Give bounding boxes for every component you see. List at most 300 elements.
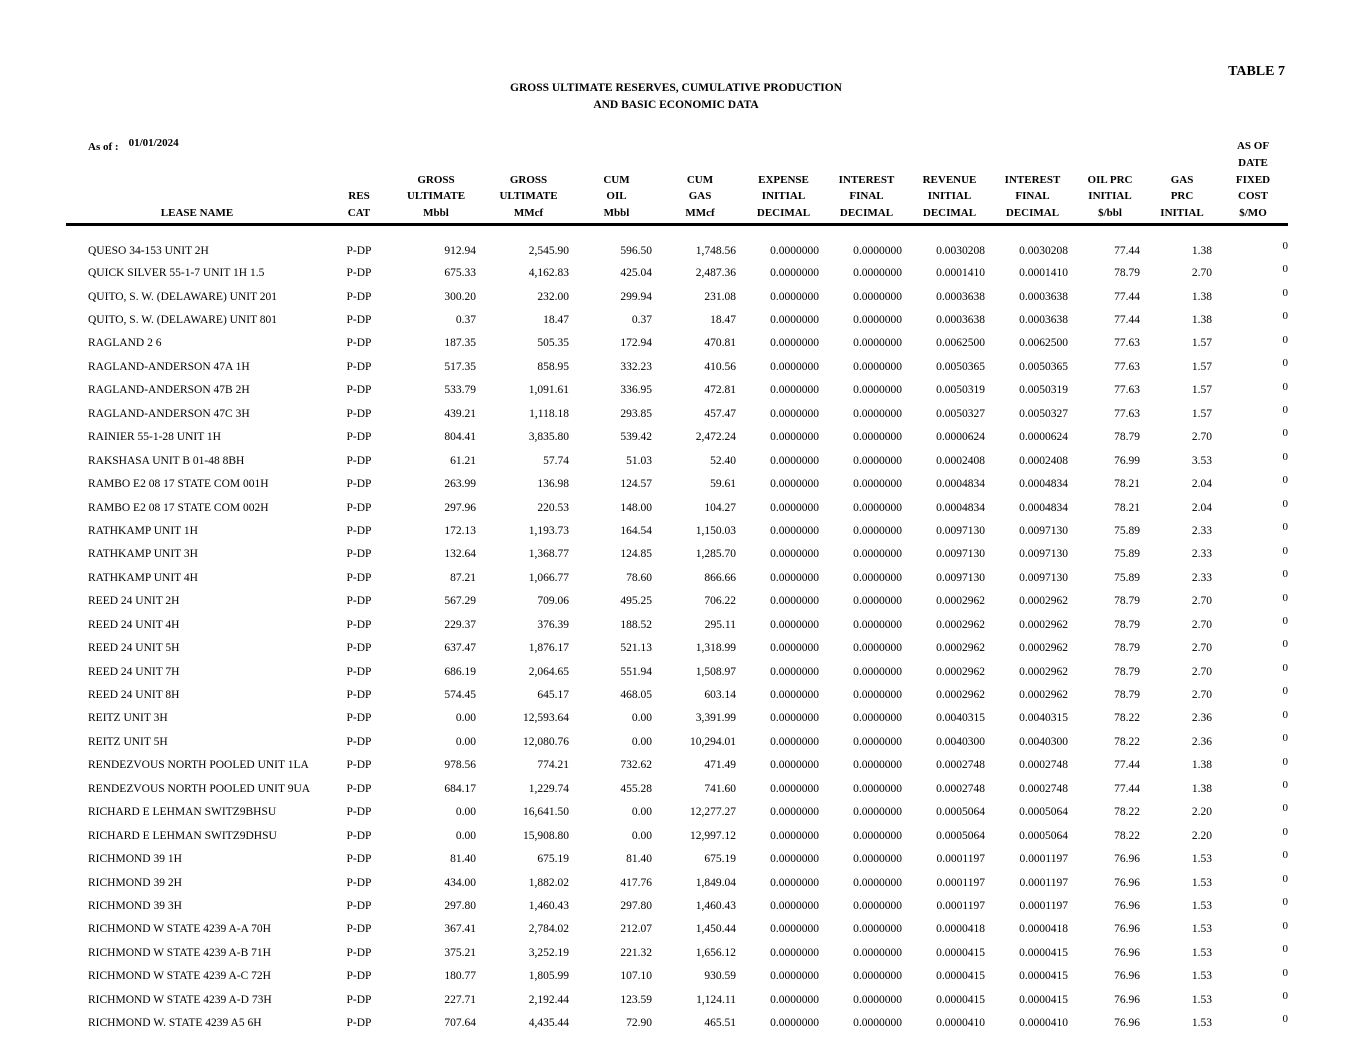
table-row <box>66 800 1288 823</box>
value-cell: 164.54 <box>620 524 652 537</box>
value-cell: 76.96 <box>1114 923 1140 936</box>
value-cell: 232.00 <box>537 290 569 303</box>
value-cell: 0.0004834 <box>1019 478 1068 491</box>
value-cell: 0 <box>1282 380 1288 393</box>
column-header-line: $/bbl <box>1098 207 1122 220</box>
value-cell: 78.79 <box>1114 431 1140 444</box>
value-cell: 0.0050319 <box>936 384 985 397</box>
value-cell: 76.96 <box>1114 1017 1140 1030</box>
value-cell: 1.53 <box>1191 946 1212 959</box>
value-cell: 1,150.03 <box>695 524 736 537</box>
value-cell: 1,193.73 <box>528 524 569 537</box>
value-cell: 0.0000000 <box>770 993 819 1006</box>
value-cell: 172.13 <box>444 524 476 537</box>
lease-name-cell: REED 24 UNIT 5H <box>88 642 180 655</box>
value-cell: 229.37 <box>444 618 476 631</box>
lease-name-cell: QUESO 34-153 UNIT 2H <box>88 244 209 257</box>
value-cell: 3.53 <box>1191 454 1212 467</box>
table-row <box>66 355 1288 378</box>
column-header <box>575 138 658 224</box>
value-cell: 0.0002748 <box>1019 759 1068 772</box>
value-cell: 123.59 <box>620 993 652 1006</box>
value-cell: 0.0000000 <box>770 548 819 561</box>
column-header-line: OIL PRC <box>1087 173 1133 186</box>
value-cell: 1,876.17 <box>528 642 569 655</box>
lease-name-cell: RICHMOND 39 1H <box>88 853 182 866</box>
column-header-line: FINAL <box>1015 190 1050 203</box>
value-cell: 425.04 <box>620 267 652 280</box>
column-header <box>658 138 742 224</box>
value-cell: 0 <box>1282 333 1288 346</box>
value-cell: 1,460.43 <box>528 899 569 912</box>
value-cell: 0.0000000 <box>770 571 819 584</box>
value-cell: 148.00 <box>620 501 652 514</box>
value-cell: 1,882.02 <box>528 876 569 889</box>
value-cell: 0.0000410 <box>936 1017 985 1030</box>
value-cell: 0.0000624 <box>936 431 985 444</box>
column-header-line: MMcf <box>513 207 544 220</box>
value-cell: 297.80 <box>620 899 652 912</box>
value-cell: 0 <box>1282 286 1288 299</box>
value-cell: 0.0002962 <box>936 642 985 655</box>
value-cell: 858.95 <box>537 360 569 373</box>
value-cell: 1.38 <box>1191 759 1212 772</box>
lease-name-cell: QUITO, S. W. (DELAWARE) UNIT 201 <box>88 290 278 303</box>
value-cell: 574.45 <box>444 689 476 702</box>
column-header <box>991 138 1074 224</box>
value-cell: 297.96 <box>444 501 476 514</box>
value-cell: 0 <box>1282 685 1288 698</box>
value-cell: 0 <box>1282 966 1288 979</box>
lease-name-cell: REED 24 UNIT 2H <box>88 595 180 608</box>
value-cell: 77.44 <box>1114 759 1140 772</box>
value-cell: 732.62 <box>620 759 652 772</box>
value-cell: 0.0000000 <box>770 782 819 795</box>
value-cell: 675.19 <box>537 853 569 866</box>
value-cell: 1,450.44 <box>695 923 736 936</box>
value-cell: 0.0000000 <box>853 970 902 983</box>
value-cell: 1.53 <box>1191 899 1212 912</box>
value-cell: 52.40 <box>710 454 736 467</box>
value-cell: 81.40 <box>450 853 476 866</box>
column-header-line: AS OF <box>1236 140 1270 152</box>
value-cell: 0.0000000 <box>770 524 819 537</box>
table-row <box>66 660 1288 683</box>
value-cell: 495.25 <box>620 595 652 608</box>
value-cell: 0.0003638 <box>1019 314 1068 327</box>
value-cell: 0.0000000 <box>853 454 902 467</box>
value-cell: 0.0000000 <box>853 642 902 655</box>
column-header-line: INITIAL <box>1088 190 1132 203</box>
report-title-line-2: AND BASIC ECONOMIC DATA <box>593 99 759 111</box>
lease-name-cell: RICHARD E LEHMAN SWITZ9BHSU <box>88 806 277 819</box>
value-cell: 978.56 <box>444 759 476 772</box>
value-cell: 263.99 <box>444 478 476 491</box>
value-cell: 2.33 <box>1191 524 1212 537</box>
value-cell: 0.0000000 <box>770 876 819 889</box>
value-cell: 136.98 <box>537 478 569 491</box>
value-cell: 77.63 <box>1114 384 1140 397</box>
table-row <box>66 543 1288 566</box>
value-cell: 0 <box>1282 943 1288 956</box>
value-cell: 0.0000000 <box>770 1017 819 1030</box>
value-cell: 472.81 <box>704 384 736 397</box>
value-cell: 0.0002962 <box>1019 618 1068 631</box>
table-row <box>66 449 1288 472</box>
value-cell: 0.0000000 <box>770 244 819 257</box>
value-cell: 0.0000000 <box>853 595 902 608</box>
value-cell: 76.96 <box>1114 853 1140 866</box>
value-cell: 675.19 <box>704 853 736 866</box>
value-cell: 0.0000000 <box>853 993 902 1006</box>
value-cell: 0.0000000 <box>770 946 819 959</box>
value-cell: 2,192.44 <box>528 993 569 1006</box>
table-row <box>66 224 1288 261</box>
lease-name-cell: RAINIER 55-1-28 UNIT 1H <box>88 431 221 444</box>
value-cell: 0.0000000 <box>770 853 819 866</box>
table-row <box>66 941 1288 964</box>
value-cell: 0.0000000 <box>770 642 819 655</box>
value-cell: 212.07 <box>620 923 652 936</box>
value-cell: 0.0040300 <box>936 735 985 748</box>
value-cell: 187.35 <box>444 337 476 350</box>
column-header-line: ULTIMATE <box>499 190 558 203</box>
value-cell: 1.53 <box>1191 876 1212 889</box>
column-header-line: OIL <box>606 190 627 203</box>
column-header-line: INITIAL <box>927 190 972 203</box>
value-cell: 78.79 <box>1114 689 1140 702</box>
value-cell: 0.0000000 <box>853 267 902 280</box>
value-cell: 76.96 <box>1114 946 1140 959</box>
value-cell: 0.0000000 <box>770 501 819 514</box>
value-cell: 0 <box>1282 825 1288 838</box>
column-header-line: COST <box>1238 190 1268 203</box>
res-cat-cell: P-DP <box>346 595 372 608</box>
column-header-line: MMcf <box>685 207 715 220</box>
value-cell: 0.0000415 <box>936 970 985 983</box>
table-row <box>66 285 1288 308</box>
value-cell: 172.94 <box>620 337 652 350</box>
value-cell: 0.0000000 <box>770 314 819 327</box>
lease-name-cell: RICHMOND 39 3H <box>88 899 182 912</box>
value-cell: 124.85 <box>620 548 652 561</box>
value-cell: 2,784.02 <box>528 923 569 936</box>
value-cell: 0 <box>1282 521 1288 534</box>
value-cell: 0.0000000 <box>770 267 819 280</box>
value-cell: 78.22 <box>1114 829 1140 842</box>
res-cat-cell: P-DP <box>346 478 372 491</box>
value-cell: 1.57 <box>1191 360 1212 373</box>
value-cell: 107.10 <box>620 970 652 983</box>
lease-name-cell: RENDEZVOUS NORTH POOLED UNIT 9UA <box>88 782 311 795</box>
value-cell: 1,460.43 <box>695 899 736 912</box>
value-cell: 0.0000000 <box>770 735 819 748</box>
value-cell: 0.0001410 <box>1019 267 1068 280</box>
res-cat-cell: P-DP <box>346 829 372 842</box>
value-cell: 0.0005064 <box>936 829 985 842</box>
value-cell: 2.33 <box>1191 548 1212 561</box>
value-cell: 0 <box>1282 263 1288 276</box>
res-cat-cell: P-DP <box>346 314 372 327</box>
column-header <box>908 138 991 224</box>
value-cell: 0.0002962 <box>936 618 985 631</box>
res-cat-cell: P-DP <box>346 876 372 889</box>
lease-name-cell: RAKSHASA UNIT B 01-48 8BH <box>88 454 245 467</box>
value-cell: 0.0000000 <box>853 876 902 889</box>
value-cell: 0.0000000 <box>853 735 902 748</box>
header-row <box>66 138 1288 224</box>
value-cell: 1.57 <box>1191 384 1212 397</box>
value-cell: 0 <box>1282 661 1288 674</box>
res-cat-cell: P-DP <box>346 571 372 584</box>
value-cell: 77.44 <box>1114 314 1140 327</box>
value-cell: 0.0000000 <box>770 454 819 467</box>
column-header-line: Mbbl <box>423 207 449 220</box>
value-cell: 0.0003638 <box>936 314 985 327</box>
column-header-line: CUM <box>603 173 630 186</box>
value-cell: 551.94 <box>620 665 652 678</box>
value-cell: 471.49 <box>704 759 736 772</box>
value-cell: 0.0000000 <box>770 899 819 912</box>
table-row <box>66 707 1288 730</box>
value-cell: 0 <box>1282 872 1288 885</box>
value-cell: 104.27 <box>704 501 736 514</box>
column-header <box>825 138 908 224</box>
table-row <box>66 496 1288 519</box>
value-cell: 465.51 <box>704 1017 736 1030</box>
res-cat-cell: P-DP <box>346 407 372 420</box>
column-header-line: INTEREST <box>838 173 895 186</box>
value-cell: 0.0040315 <box>1019 712 1068 725</box>
value-cell: 0.0000000 <box>853 290 902 303</box>
value-cell: 0.0001197 <box>936 876 985 889</box>
value-cell: 1,118.18 <box>529 407 569 420</box>
value-cell: 2.20 <box>1191 829 1212 842</box>
value-cell: 0.0000000 <box>770 478 819 491</box>
lease-name-cell: RICHARD E LEHMAN SWITZ9DHSU <box>88 829 277 842</box>
column-header-line: FIXED <box>1235 173 1271 186</box>
as-of-value: 01/01/2024 <box>128 137 179 149</box>
table-row <box>66 730 1288 753</box>
value-cell: 51.03 <box>626 454 652 467</box>
column-header-line: DECIMAL <box>756 207 811 220</box>
value-cell: 57.74 <box>543 454 569 467</box>
value-cell: 297.80 <box>444 899 476 912</box>
value-cell: 0.0005064 <box>1019 806 1068 819</box>
value-cell: 709.06 <box>537 595 569 608</box>
value-cell: 0.0000000 <box>770 337 819 350</box>
value-cell: 78.79 <box>1114 665 1140 678</box>
value-cell: 2.70 <box>1191 618 1212 631</box>
res-cat-cell: P-DP <box>346 1017 372 1030</box>
value-cell: 470.81 <box>704 337 736 350</box>
lease-name-cell: RAMBO E2 08 17 STATE COM 001H <box>88 478 269 491</box>
value-cell: 0.0097130 <box>936 524 985 537</box>
table-header <box>66 138 1288 224</box>
value-cell: 295.11 <box>704 618 736 631</box>
value-cell: 0.0000000 <box>770 618 819 631</box>
value-cell: 1.53 <box>1191 1017 1212 1030</box>
value-cell: 2.70 <box>1191 689 1212 702</box>
value-cell: 10,294.01 <box>690 735 736 748</box>
value-cell: 0.0000000 <box>770 290 819 303</box>
res-cat-cell: P-DP <box>346 454 372 467</box>
res-cat-cell: P-DP <box>346 501 372 514</box>
lease-name-cell: REED 24 UNIT 4H <box>88 618 180 631</box>
value-cell: 76.96 <box>1114 993 1140 1006</box>
column-header-line: DATE <box>1238 156 1268 169</box>
value-cell: 220.53 <box>537 501 569 514</box>
value-cell: 637.47 <box>444 642 476 655</box>
table-row <box>66 847 1288 870</box>
value-cell: 61.21 <box>450 454 476 467</box>
value-cell: 1.53 <box>1191 993 1212 1006</box>
value-cell: 0.00 <box>455 735 476 748</box>
value-cell: 1,849.04 <box>695 876 736 889</box>
value-cell: 0.0000000 <box>853 244 902 257</box>
value-cell: 1.53 <box>1191 923 1212 936</box>
value-cell: 0 <box>1282 450 1288 463</box>
column-header-line: DECIMAL <box>1005 207 1060 220</box>
column-header-line: LEASE NAME <box>160 207 234 220</box>
value-cell: 0.0000000 <box>853 829 902 842</box>
value-cell: 0 <box>1282 614 1288 627</box>
value-cell: 0 <box>1282 989 1288 1002</box>
value-cell: 76.99 <box>1114 454 1140 467</box>
column-header-line: ULTIMATE <box>406 190 466 203</box>
value-cell: 188.52 <box>620 618 652 631</box>
value-cell: 0.0030208 <box>1019 244 1068 257</box>
value-cell: 0.0000000 <box>853 571 902 584</box>
value-cell: 1.38 <box>1191 290 1212 303</box>
value-cell: 0 <box>1282 239 1288 252</box>
table-row <box>66 590 1288 613</box>
value-cell: 0 <box>1282 755 1288 768</box>
value-cell: 0.0002962 <box>936 595 985 608</box>
column-header-line: INITIAL <box>1160 207 1204 220</box>
value-cell: 0.0000415 <box>1019 946 1068 959</box>
value-cell: 2.04 <box>1191 501 1212 514</box>
table-row <box>66 566 1288 589</box>
value-cell: 0.0000000 <box>853 501 902 514</box>
value-cell: 59.61 <box>710 478 736 491</box>
value-cell: 0.0000000 <box>853 337 902 350</box>
value-cell: 0.0000000 <box>770 407 819 420</box>
column-header-line: RES <box>348 190 370 203</box>
res-cat-cell: P-DP <box>346 806 372 819</box>
value-cell: 2.70 <box>1191 642 1212 655</box>
column-header-line: GROSS <box>509 173 548 186</box>
value-cell: 675.33 <box>444 267 476 280</box>
value-cell: 0 <box>1282 919 1288 932</box>
value-cell: 78.79 <box>1114 267 1140 280</box>
value-cell: 1.57 <box>1191 337 1212 350</box>
value-cell: 0.0000000 <box>770 384 819 397</box>
res-cat-cell: P-DP <box>346 384 372 397</box>
res-cat-cell: P-DP <box>346 290 372 303</box>
value-cell: 76.96 <box>1114 899 1140 912</box>
value-cell: 376.39 <box>537 618 569 631</box>
value-cell: 0.0001197 <box>1019 876 1068 889</box>
value-cell: 455.28 <box>620 782 652 795</box>
value-cell: 0.0002962 <box>1019 665 1068 678</box>
value-cell: 567.29 <box>444 595 476 608</box>
value-cell: 0.0000000 <box>770 923 819 936</box>
value-cell: 0.0000418 <box>936 923 985 936</box>
lease-name-cell: RAGLAND-ANDERSON 47B 2H <box>88 384 250 397</box>
report-title <box>0 80 1352 114</box>
value-cell: 0.0000000 <box>853 548 902 561</box>
value-cell: 3,835.80 <box>528 431 569 444</box>
value-cell: 81.40 <box>626 853 652 866</box>
value-cell: 0.0000000 <box>853 923 902 936</box>
value-cell: 0.0000000 <box>853 712 902 725</box>
value-cell: 12,997.12 <box>690 829 736 842</box>
value-cell: 596.50 <box>620 244 652 257</box>
value-cell: 0.0097130 <box>1019 571 1068 584</box>
value-cell: 0.0000000 <box>853 524 902 537</box>
value-cell: 2.36 <box>1191 712 1212 725</box>
value-cell: 1,318.99 <box>695 642 736 655</box>
value-cell: 0.0000000 <box>853 665 902 678</box>
value-cell: 4,162.83 <box>528 267 569 280</box>
value-cell: 77.63 <box>1114 360 1140 373</box>
value-cell: 0.0000000 <box>770 665 819 678</box>
value-cell: 457.47 <box>704 407 736 420</box>
res-cat-cell: P-DP <box>346 970 372 983</box>
value-cell: 12,593.64 <box>523 712 569 725</box>
res-cat-cell: P-DP <box>346 735 372 748</box>
table-row <box>66 472 1288 495</box>
value-cell: 0 <box>1282 404 1288 417</box>
value-cell: 468.05 <box>620 689 652 702</box>
value-cell: 3,391.99 <box>695 712 736 725</box>
value-cell: 1,124.11 <box>696 993 736 1006</box>
value-cell: 0 <box>1282 802 1288 815</box>
value-cell: 0.0000000 <box>770 829 819 842</box>
lease-name-cell: RICHMOND W STATE 4239 A-B 71H <box>88 946 271 959</box>
reserves-table <box>66 138 1288 1035</box>
value-cell: 299.94 <box>620 290 652 303</box>
value-cell: 0.00 <box>455 829 476 842</box>
value-cell: 0.0000000 <box>853 384 902 397</box>
column-header-line: GAS <box>688 190 712 203</box>
value-cell: 0.00 <box>631 829 652 842</box>
value-cell: 332.23 <box>620 360 652 373</box>
value-cell: 180.77 <box>444 970 476 983</box>
value-cell: 1,285.70 <box>695 548 736 561</box>
value-cell: 684.17 <box>444 782 476 795</box>
table-number: TABLE 7 <box>1228 64 1285 79</box>
value-cell: 18.47 <box>710 314 736 327</box>
value-cell: 0 <box>1282 310 1288 323</box>
value-cell: 76.96 <box>1114 876 1140 889</box>
value-cell: 0.0002962 <box>1019 595 1068 608</box>
res-cat-cell: P-DP <box>346 923 372 936</box>
value-cell: 0.0097130 <box>936 571 985 584</box>
value-cell: 12,277.27 <box>690 806 736 819</box>
value-cell: 2.33 <box>1191 571 1212 584</box>
value-cell: 2.70 <box>1191 267 1212 280</box>
value-cell: 517.35 <box>444 360 476 373</box>
value-cell: 0.0000000 <box>853 478 902 491</box>
column-header-line: FINAL <box>849 190 884 203</box>
value-cell: 707.64 <box>444 1017 476 1030</box>
value-cell: 0.0003638 <box>936 290 985 303</box>
value-cell: 77.44 <box>1114 290 1140 303</box>
value-cell: 0.0062500 <box>1019 337 1068 350</box>
lease-name-cell: RATHKAMP UNIT 1H <box>88 524 198 537</box>
